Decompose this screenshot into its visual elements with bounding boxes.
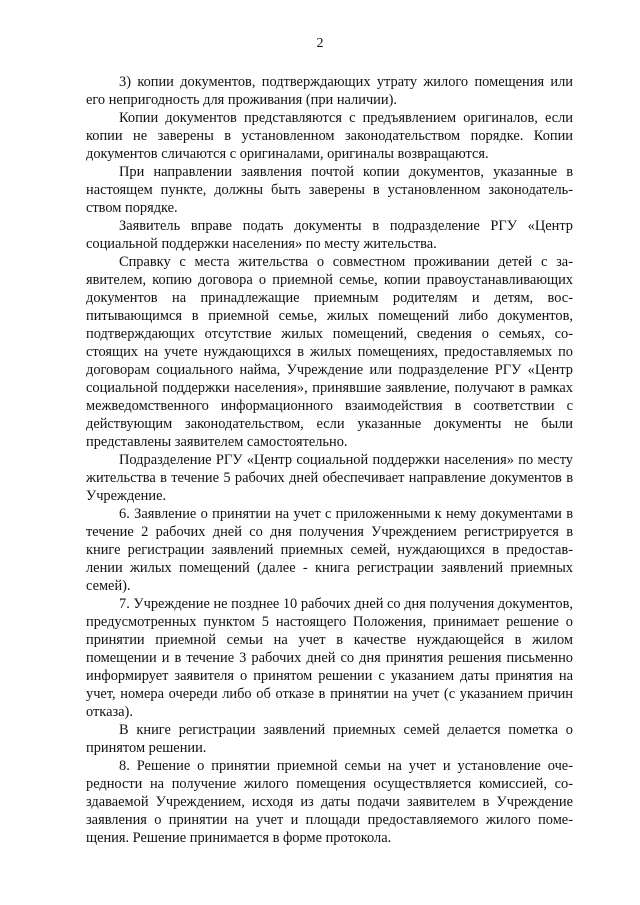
document-body xyxy=(86,73,573,847)
paragraph: 7. Учреждение не позднее 10 рабочих дней со дня получения документов, предусмотренных пунктом 5 настоящего Положения, принимает решение о принятии приемной семьи на учет в качестве нуждающейся в жилом помещении и в течение 3 рабочих дней со дня принятия решения письменно информирует заявителя о принятом решении с указанием даты принятия на учет, номера очереди либо об отказе в принятии на учет (с указанием причин отказа). xyxy=(86,596,573,720)
paragraph: Справку с места жительства о совместном проживании детей с заявителем, копию договора о приемной семье, копии правоустанавливающих документов на принадлежащие приемным родителям и детям, воспитывающимся в приемной семье, жилых помещений либо документов, подтверждающих отсутствие жилых помещений, сведения о семьях, состоящих на учете нуждающихся в жилых помещениях, предоставляемых по договорам социального найма, Учреждение или подразделение РГУ «Центр социальной поддержки населения», принявшие заявление, получают в рамках межведомственного информационного взаимодействия в соответствии с действующим законодательством, если указанные документы не были представлены заявителем самостоятельно. xyxy=(86,254,573,450)
paragraph: Заявитель вправе подать документы в подразделение РГУ «Центр социальной поддержки населения» по месту жительства. xyxy=(86,218,573,252)
paragraph: Подразделение РГУ «Центр социальной поддержки населения» по месту жительства в течение 5 рабочих дней обеспечивает направление документов в Учреждение. xyxy=(86,452,573,504)
paragraph: 6. Заявление о принятии на учет с приложенными к нему документами в течение 2 рабочих дней со дня получения Учреждением регистрируется в книге регистрации заявлений приемных семей, нуждающихся в предоставлении жилых помещений (далее - книга регистрации заявлений приемных семей). xyxy=(86,506,573,594)
paragraph: При направлении заявления почтой копии документов, указанные в настоящем пункте, должны быть заверены в установленном законодательством порядке. xyxy=(86,164,573,216)
paragraph: Копии документов представляются с предъявлением оригиналов, если копии не заверены в установленном законодательством порядке. Копии документов сличаются с оригиналами, оригиналы возвращаются. xyxy=(86,110,573,162)
paragraph: 8. Решение о принятии приемной семьи на учет и установление очередности на получение жилого помещения осуществляется комиссией, создаваемой Учреждением, исходя из даты подачи заявителем в Учреждение заявления о принятии на учет и площади предоставляемого жилого помещения. Решение принимается в форме протокола. xyxy=(86,758,573,846)
paragraph: В книге регистрации заявлений приемных семей делается пометка о принятом решении. xyxy=(86,722,573,756)
paragraph: 3) копии документов, подтверждающих утрату жилого помещения или его непригодность для проживания (при наличии). xyxy=(86,74,573,108)
page-number: 2 xyxy=(316,36,324,51)
